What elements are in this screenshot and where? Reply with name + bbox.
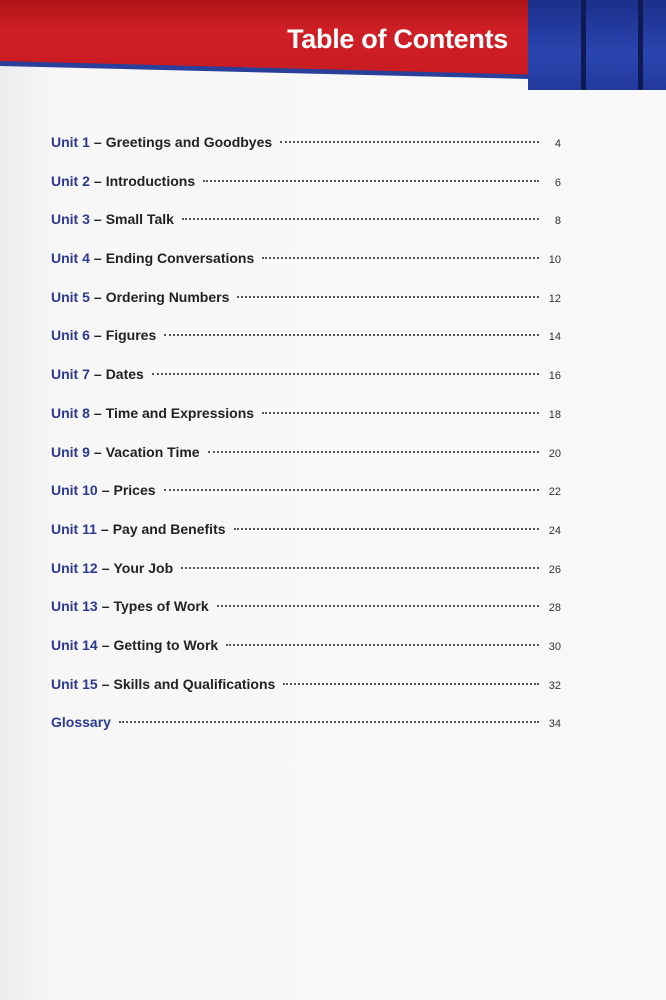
toc-title: Introductions: [105, 172, 196, 189]
toc-entry[interactable]: [51, 211, 561, 250]
toc-unit-label: Unit 11: [51, 520, 97, 537]
toc-dot-leader: [164, 489, 539, 491]
toc-page-number: 34: [548, 718, 561, 731]
toc-entry[interactable]: [51, 714, 561, 753]
toc-page-number: 18: [548, 408, 561, 421]
toc-dot-leader: [119, 721, 539, 723]
toc-unit-label: Unit 6: [51, 327, 90, 344]
toc-entry[interactable]: [51, 173, 561, 212]
toc-page-number: 20: [548, 447, 561, 460]
toc-page-number: 12: [548, 292, 561, 305]
toc-unit-label: Unit 10: [51, 482, 98, 499]
toc-title: Time and Expressions: [105, 404, 255, 421]
toc-entry[interactable]: [51, 327, 561, 366]
toc-dot-leader: [208, 451, 539, 453]
toc-unit-label: Unit 4: [51, 250, 90, 267]
toc-page-number: 22: [548, 486, 561, 499]
toc-dash: –: [93, 288, 102, 305]
table-of-contents: [51, 134, 561, 753]
toc-title: Your Job: [113, 559, 174, 576]
header-blue-block: [643, 0, 666, 90]
toc-title: Ending Conversations: [105, 250, 255, 267]
toc-dot-leader: [237, 296, 539, 298]
toc-dot-leader: [181, 567, 539, 569]
toc-title: Figures: [105, 327, 157, 344]
toc-title: Skills and Qualifications: [113, 675, 276, 692]
toc-entry[interactable]: [51, 560, 561, 599]
toc-dash: –: [101, 559, 110, 576]
toc-entry[interactable]: [51, 405, 561, 444]
toc-dash: –: [101, 675, 110, 692]
toc-page-number: 28: [548, 602, 561, 615]
toc-dot-leader: [203, 180, 539, 182]
toc-dash: –: [93, 443, 102, 460]
toc-entry[interactable]: [51, 134, 561, 173]
toc-entry[interactable]: [51, 598, 561, 637]
toc-page-number: 10: [548, 254, 561, 267]
toc-entry[interactable]: [51, 444, 561, 483]
toc-entry[interactable]: [51, 676, 561, 715]
header-blue-block: [586, 0, 638, 90]
toc-unit-label: Unit 15: [51, 675, 98, 692]
toc-unit-label: Glossary: [51, 714, 111, 731]
toc-dash: –: [93, 172, 102, 189]
toc-page-number: 32: [548, 679, 561, 692]
toc-unit-label: Unit 14: [51, 636, 98, 653]
toc-dot-leader: [234, 528, 539, 530]
toc-dash: –: [100, 520, 109, 537]
toc-dash: –: [93, 134, 102, 150]
toc-dash: –: [93, 250, 102, 267]
toc-dash: –: [93, 366, 102, 383]
toc-unit-label: Unit 9: [51, 443, 90, 460]
toc-unit-label: Unit 7: [51, 366, 90, 383]
toc-entry[interactable]: [51, 289, 561, 328]
toc-dash: –: [101, 636, 110, 653]
toc-title: Vacation Time: [105, 443, 200, 460]
toc-dot-leader: [283, 683, 539, 685]
toc-dot-leader: [182, 218, 539, 220]
toc-title: Ordering Numbers: [105, 288, 230, 305]
toc-title: Greetings and Goodbyes: [105, 134, 273, 150]
toc-dash: –: [93, 404, 102, 421]
toc-dot-leader: [280, 141, 539, 143]
toc-title: Small Talk: [105, 211, 174, 228]
toc-dash: –: [101, 482, 110, 499]
toc-title: Types of Work: [113, 598, 209, 615]
header-blue-block: [528, 0, 581, 90]
toc-dash: –: [93, 211, 102, 228]
toc-title: Pay and Benefits: [112, 520, 226, 537]
toc-unit-label: Unit 12: [51, 559, 98, 576]
toc-page-number: 4: [554, 138, 561, 150]
toc-dot-leader: [152, 373, 539, 375]
toc-unit-label: Unit 3: [51, 211, 90, 228]
toc-dash: –: [93, 327, 102, 344]
toc-dash: –: [101, 598, 110, 615]
toc-entry[interactable]: [51, 482, 561, 521]
toc-dot-leader: [164, 334, 539, 336]
toc-dot-leader: [262, 412, 539, 414]
toc-page-number: 6: [554, 176, 561, 189]
toc-page-number: 24: [548, 524, 561, 537]
toc-unit-label: Unit 1: [51, 134, 90, 150]
toc-entry[interactable]: [51, 637, 561, 676]
toc-page-number: 8: [554, 215, 561, 228]
toc-page-number: 16: [548, 370, 561, 383]
header-banner: [0, 0, 666, 92]
toc-dot-leader: [217, 605, 539, 607]
toc-entry[interactable]: [51, 250, 561, 289]
toc-title: Dates: [105, 366, 144, 383]
page-title: Table of Contents: [287, 24, 508, 54]
toc-title: Prices: [113, 482, 156, 499]
toc-entry[interactable]: [51, 521, 561, 560]
toc-dot-leader: [226, 644, 539, 646]
toc-entry[interactable]: [51, 366, 561, 405]
toc-page-number: 14: [548, 331, 561, 344]
toc-unit-label: Unit 13: [51, 598, 98, 615]
toc-page-number: 30: [548, 640, 561, 653]
toc-unit-label: Unit 5: [51, 288, 90, 305]
toc-unit-label: Unit 8: [51, 404, 90, 421]
toc-page-number: 26: [548, 563, 561, 576]
toc-title: Getting to Work: [113, 636, 219, 653]
toc-dot-leader: [262, 257, 539, 259]
toc-unit-label: Unit 2: [51, 172, 90, 189]
